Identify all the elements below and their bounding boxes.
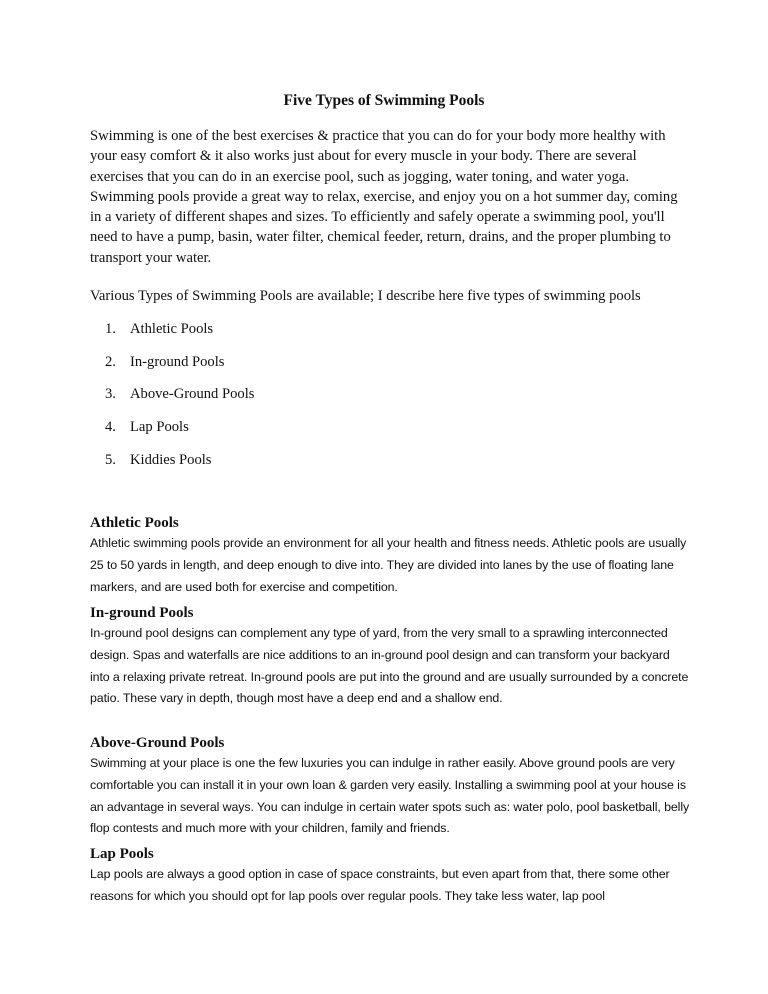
section-above-ground-pools	[90, 733, 690, 840]
section-heading: Above-Ground Pools	[90, 735, 225, 751]
section-body: Lap pools are always a good option in case of space constraints, but even apart from that, there some other reasons for which you should opt for lap pools over regular pools. They take less water, lap pool	[90, 867, 670, 903]
list-lead-paragraph: Various Types of Swimming Pools are available; I describe here five types of swimming pools	[90, 288, 641, 304]
list-item-number: 2.	[105, 353, 116, 370]
list-item-number: 1.	[105, 321, 116, 337]
section-body: Athletic swimming pools provide an environment for all your health and fitness needs. Athletic pools are usually 25 to 50 yards in length, and deep enough to dive into. They are divided into lanes by the use of floating lane markers, and are used both for exercise and competition.	[90, 536, 687, 594]
section-lap-pools	[90, 844, 690, 908]
section-heading: Lap Pools	[90, 846, 154, 862]
section-athletic-pools	[90, 513, 690, 598]
page-title: Five Types of Swimming Pools	[283, 92, 485, 109]
section-body: In-ground pool designs can complement any type of yard, from the very small to a sprawling interconnected design. Spas and waterfalls are nice additions to an in-ground pool design and can transform your backyard into a relaxing private retreat. In-ground pools are put into the ground and are usually surrounded by a concrete patio. These vary in depth, though most have a deep end and a shallow end.	[90, 626, 689, 706]
list-item-number: 4.	[105, 419, 116, 436]
list-item-number: 5.	[105, 451, 116, 468]
list-item-label: In-ground Pools	[130, 353, 225, 370]
section-body: Swimming at your place is one the few luxuries you can indulge in rather easily. Above ground pools are very comfortable you can install it in your own loan & garden very easily. Installing a swimming pool at your house is an advantage in several ways. You can indulge in certain water spots such as: water polo, pool basketball, belly flop contests and much more with your children, family and friends.	[90, 756, 690, 836]
list-item-label: Above-Ground Pools	[130, 386, 255, 403]
list-item-number: 3.	[105, 386, 116, 403]
list-item-label: Kiddies Pools	[130, 451, 212, 468]
section-heading: In-ground Pools	[90, 605, 194, 621]
intro-paragraph: Swimming is one of the best exercises & practice that you can do for your body more healthy with your easy comfort & it also works just about for every muscle in your body. There are several exercises that you can do in an exercise pool, such as jogging, water toning, and water yoga. Swimming pools provide a great way to relax, exercise, and enjoy you on a hot summer day, coming in a variety of different shapes and sizes. To efficiently and safely operate a swimming pool, you'll need to have a pump, basin, water filter, chemical feeder, return, drains, and the proper plumbing to transport your water.	[90, 128, 678, 266]
list-item-label: Lap Pools	[130, 419, 189, 436]
list-item-label: Athletic Pools	[130, 321, 214, 337]
section-heading: Athletic Pools	[90, 515, 179, 531]
section-in-ground-pools	[90, 603, 690, 710]
